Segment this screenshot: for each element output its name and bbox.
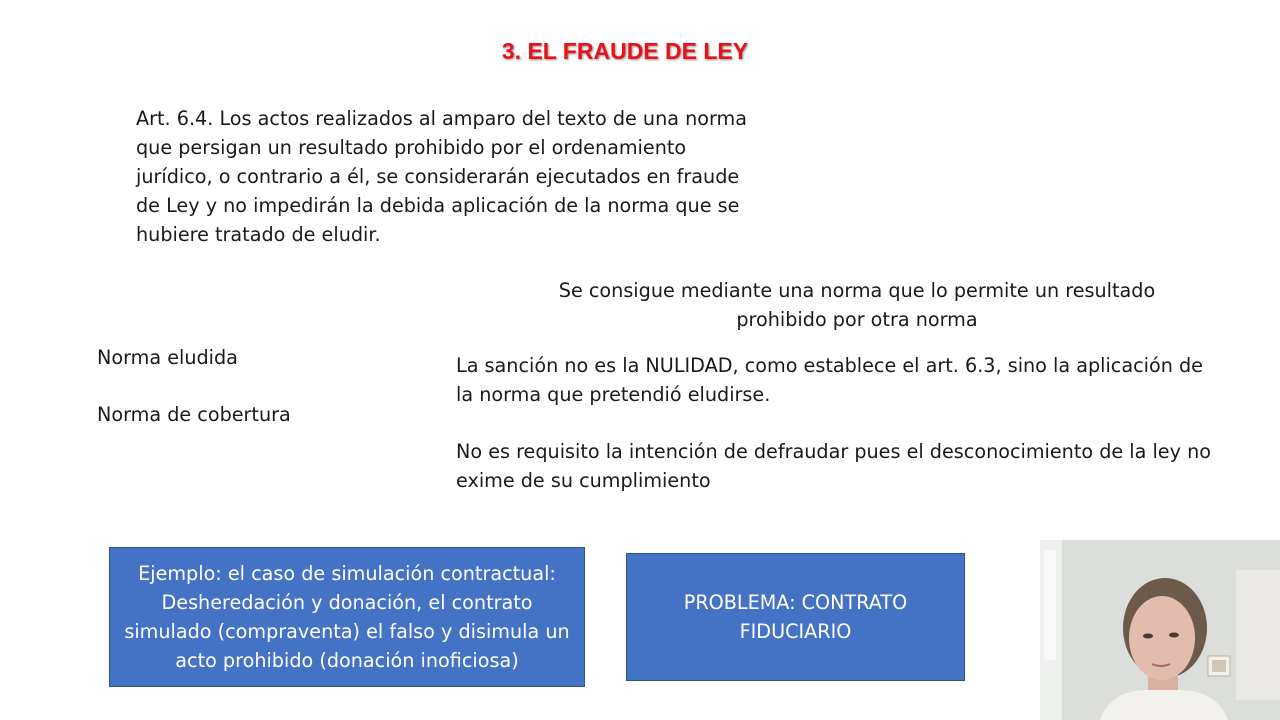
ejemplo-box xyxy=(109,547,585,687)
presenter-video xyxy=(1040,540,1280,720)
norma-eludida-label: Norma eludida xyxy=(97,346,238,369)
norma-cobertura-label: Norma de cobertura xyxy=(97,403,291,426)
ejemplo-box-text: Ejemplo: el caso de simulación contractual: Desheredación y donación, el contrato simulado (compraventa) el falso y disimula un acto prohibido (donación inoficiosa) xyxy=(124,562,570,672)
slide-title: 3. EL FRAUDE DE LEY xyxy=(501,38,749,64)
requisito-text: No es requisito la intención de defraudar pues el desconocimiento de la ley no exime de su cumplimiento xyxy=(456,440,1211,492)
centered-note: Se consigue mediante una norma que lo permite un resultado prohibido por otra norma xyxy=(558,279,1156,331)
problema-box-text: PROBLEMA: CONTRATO FIDUCIARIO xyxy=(683,591,908,643)
webcam-overlay xyxy=(1040,540,1280,720)
problema-box xyxy=(626,553,965,681)
article-text: Art. 6.4. Los actos realizados al amparo del texto de una norma que persigan un resultado prohibido por el ordenamiento jurídico, o contrario a él, se considerarán ejecutados en fraude de Ley y no impedirán la debida aplicación de la norma que se hubiere tratado de eludir. xyxy=(136,107,748,246)
sancion-text: La sanción no es la NULIDAD, como establece el art. 6.3, sino la aplicación de la norma que pretendió eludirse. xyxy=(456,354,1203,406)
